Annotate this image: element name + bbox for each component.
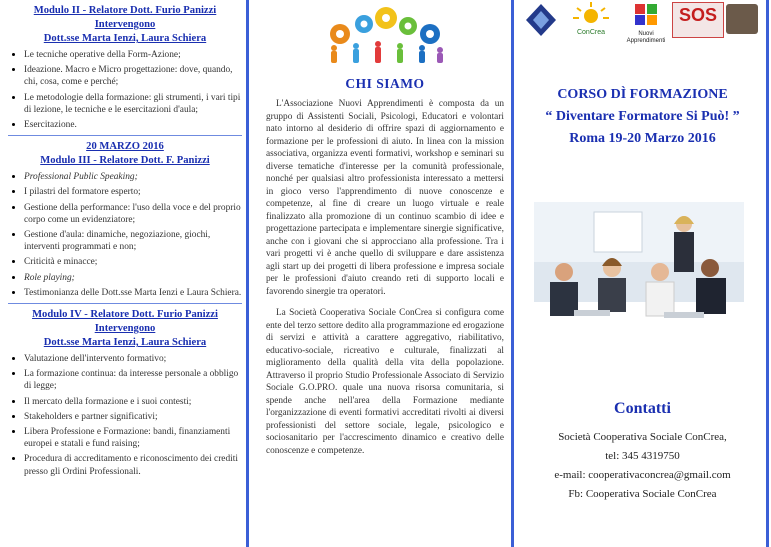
module3-title: Modulo III - Relatore Dott. F. Panizzi <box>40 155 210 167</box>
list-item: • Gestione d'aula: dinamiche, negoziazione, giochi, interventi programmati e non; <box>24 229 242 253</box>
list-item: • Esercitazione. <box>24 119 242 131</box>
divider <box>8 135 242 136</box>
contact-email[interactable]: e-mail: cooperativaconcrea@gmail.com <box>554 469 731 481</box>
sos-logo <box>672 2 724 38</box>
module3-date: 20 MARZO 2016 <box>86 141 164 153</box>
list-item: • Stakeholders e partner significativi; <box>24 411 242 423</box>
list-item: • Criticità e minacce; <box>24 256 242 268</box>
list-item: • La formazione continua: da interesse personale a obbligo di legge; <box>24 368 242 392</box>
list-item: • Gestione della performance: l'uso della voce e del proprio corpo come un evidenziatore; <box>24 202 242 226</box>
sun-icon <box>571 2 611 24</box>
paragraph: La Società Cooperativa Sociale ConCrea si configura come ente del terzo settore dedito alla programmazione ed erogazione di servizi e attività a carattere aggregativo, riabilitativo, educativo-sociale, ricreativo e culturale, finalizzati al miglioramento della qualità della vita della popolazione. Attraverso il proprio Studio Professionale Associato di Servizio Sociale G.O.PRO. quale una nuova risorsa comunitaria, si spende anche nell'area della Formazione mediante l'organizzazione di eventi formativi accreditati rivolti ai diversi professionisti del settore sociale, legale, psicologico e sociosanitario per l'accrescimento dinamico e creativo delle conoscenze e competenze. <box>266 308 504 456</box>
logo-text: SOS <box>678 5 717 25</box>
list-item: • Libera Professione e Formazione: bandi, finanziamenti europei e statali e fund raising; <box>24 426 242 450</box>
divider <box>8 303 242 304</box>
logo-badge-icon <box>524 2 558 38</box>
module2-list <box>8 49 242 131</box>
concrea-logo <box>566 2 616 42</box>
list-item: • Role playing; <box>24 272 242 284</box>
middle-panel <box>252 0 514 547</box>
phone-icon <box>726 4 758 34</box>
contact-company: Società Cooperativa Sociale ConCrea, <box>558 431 727 443</box>
course-subtitle: “ Diventare Formatore Si Può! ” <box>545 109 740 124</box>
module3-list <box>8 171 242 299</box>
right-edge-bar <box>766 0 769 547</box>
course-title: CORSO DÌ FORMAZIONE <box>557 87 728 102</box>
module4-title: Modulo IV - Relatore Dott. Furio Panizzi <box>32 309 218 321</box>
about-text <box>266 98 504 457</box>
meeting-photo-image <box>534 202 744 350</box>
list-item: • Procedura di accreditamento e riconoscimento dei crediti presso gli Ordini Professionali. <box>24 453 242 477</box>
section-title: CHI SIAMO <box>345 76 425 91</box>
left-divider-bar <box>246 0 249 547</box>
logo-text: ConCrea <box>576 29 605 36</box>
list-item: • Le tecniche operative della Form-Azione; <box>24 49 242 61</box>
module2-sub2: Dott.sse Marta Ienzi, Laura Schiera <box>43 33 207 44</box>
list-item: • I pilastri del formatore esperto; <box>24 186 242 198</box>
list-item: • Professional Public Speaking; <box>24 171 242 183</box>
left-panel <box>0 0 252 547</box>
paragraph: L'Associazione Nuovi Apprendimenti è composta da un gruppo di Assistenti Sociali, Psicologi, Educatori e volontari nato intorno al desiderio di offrire spazi di aggiornamento e formazione per le professioni di aiuto. In linea con la mission associativa, organizza eventi formativi, workshop e seminari su diverse tematiche d'interesse per la comunità professionale, nonché per qualsiasi altro professionista interessato a mettersi in gioco verso l'apprendimento di nuove conoscenze e competenze, al fine di creare un luogo virtuale e reale finalizzato alla promozione di un continuo scambio di idee e progettazione partecipata e implementare sinergie significative, anche con i giovani che si approcciano alla professione. Tra i vari progetti vi è anche quello di sviluppare e dare assistenza agli start up dei progetti di libera professione e impresa sociale per le professioni d'aiuto creando reti di supporto locali e favorendo sinergie tra operatori. <box>266 99 504 297</box>
contacts-block <box>514 400 771 504</box>
contacts-title: Contatti <box>614 400 671 417</box>
gear-icon <box>330 7 440 44</box>
right-panel <box>514 0 771 547</box>
contact-phone: tel: 345 4319750 <box>605 450 680 462</box>
list-item: • Il mercato della formazione e i suoi contesti; <box>24 396 242 408</box>
logo-text: Nuovi Apprendimenti <box>626 31 666 44</box>
gears-people-icon <box>320 4 450 66</box>
puzzle-icon <box>633 2 659 26</box>
list-item: • Ideazione. Macro e Micro progettazione: dove, quando, chi, cosa, come e perché; <box>24 64 242 88</box>
list-item: • Valutazione dell'intervento formativo; <box>24 353 242 365</box>
module4-list <box>8 353 242 478</box>
nuovi-apprendimenti-logo <box>622 2 670 42</box>
module4-sub2: Dott.sse Marta Ienzi, Laura Schiera <box>43 337 207 349</box>
module2-sub1: Intervengono <box>94 19 156 30</box>
module2-title: Modulo II - Relatore Dott. Furio Panizzi <box>33 5 217 16</box>
course-title-block <box>514 84 771 150</box>
course-date: Roma 19-20 Marzo 2016 <box>569 131 716 146</box>
contact-facebook[interactable]: Fb: Cooperativa Sociale ConCrea <box>568 488 717 500</box>
list-item: • Le metodologie della formazione: gli strumenti, i vari tipi di lezione, le tecniche e le esercitazioni d'aula; <box>24 92 242 116</box>
module4-sub1: Intervengono <box>94 323 156 335</box>
list-item: • Testimonianza delle Dott.sse Marta Ienzi e Laura Schiera. <box>24 287 242 299</box>
